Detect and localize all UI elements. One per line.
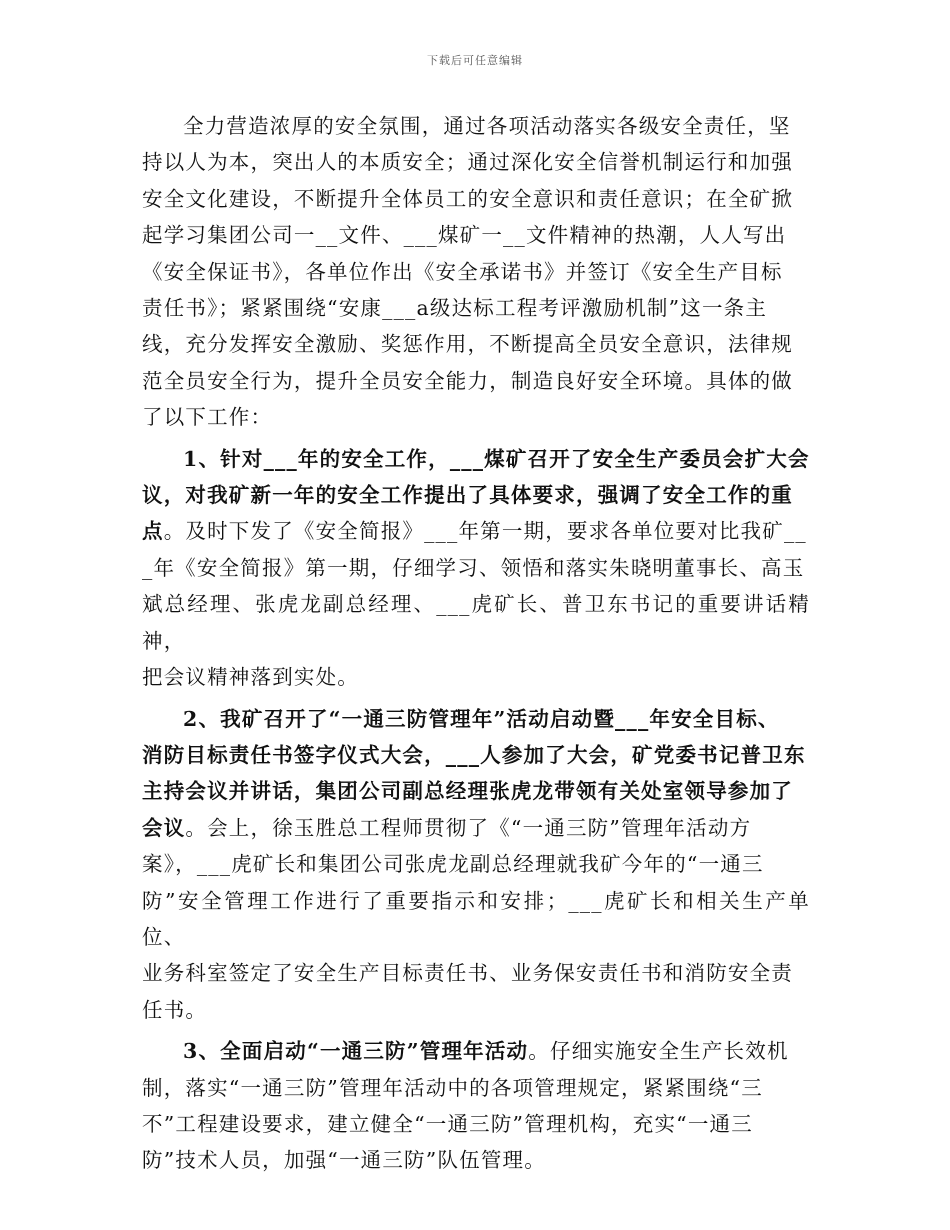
document-body [142,108,810,1179]
text-line: 《安全保证书》，各单位作出《安全承诺书》并签订《安全生产目标 [142,259,783,284]
bold-run: 点 [142,519,164,544]
text-line: 把会议精神落到实处。 [142,665,359,690]
text-line: 案》，___虎矿长和集团公司张虎龙副总经理就我矿今年的“一通三 [142,852,764,877]
text-line: 起学习集团公司一__文件、___煤矿一__文件精神的热潮，人人写出 [142,223,787,248]
text-line: 了以下工作： [142,405,273,430]
text-line-bold: 消防目标责任书签字仪式大会，___人参加了大会，矿党委书记普卫东 [142,742,806,767]
text-line: 责任书》；紧紧围绕“安康___a级达标工程考评激励机制”这一条主 [142,296,768,321]
text-line: 不”工程建设要求，建立健全“一通三防”管理机构，充实“一通三 [142,1111,753,1136]
text-line: 安全文化建设，不断提升全体员工的安全意识和责任意识；在全矿掀 [142,186,793,211]
text-line: 业务科室签定了安全生产目标责任书、业务保安责任书和消防安全责 [142,961,793,986]
normal-run: 。仔细实施安全生产长效机 [528,1039,789,1064]
paragraph-3 [142,701,810,1029]
text-line-bold: 主持会议并讲话，集团公司副总经理张虎龙带领有关处室领导参加了 [142,779,793,804]
text-line-bold: 议，对我矿新一年的安全工作提出了具体要求，强调了安全工作的重 [142,483,793,508]
page-header: 下载后可任意编辑 [427,54,523,67]
text-line: 防”安全管理工作进行了重要指示和安排；___虎矿长和相关生产单位、 [142,888,810,949]
normal-run: 。及时下发了《安全简报》___年第一期，要求各单位要对比我矿__ [163,519,807,544]
text-line: 线，充分发挥安全激励、奖惩作用，不断提高全员安全意识，法律规 [142,332,793,357]
text-line: 持以人为本，突出人的本质安全；通过深化安全信誉机制运行和加强 [142,150,793,175]
paragraph-4 [142,1033,810,1179]
text-line: 任书。 [142,997,208,1022]
text-line-mixed [142,513,810,549]
text-line: 防”技术人员，加强“一通三防”队伍管理。 [142,1148,546,1173]
text-line: 范全员安全行为，提升全员安全能力，制造良好安全环境。具体的做 [142,368,793,393]
text-line-mixed [142,1033,810,1069]
normal-run: 。会上，徐玉胜总工程师贯彻了《“一通三防”管理年活动方 [185,815,752,840]
text-line-mixed [142,810,810,846]
text-line: 斌总经理、张虎龙副总经理、___虎矿长、普卫东书记的重要讲话精神， [142,592,810,653]
paragraph-2 [142,441,810,696]
text-line: 制，落实“一通三防”管理年活动中的各项管理规定，紧紧围绕“三 [142,1075,763,1100]
text-line-bold: 2、我矿召开了“一通三防管理年”活动启动暨___年安全目标、 [183,706,780,731]
text-line: 全力营造浓厚的安全氛围，通过各项活动落实各级安全责任，坚 [183,114,791,138]
bold-run: 会议 [142,815,186,840]
text-line-bold: 1、针对___年的安全工作，___煤矿召开了安全生产委员会扩大会 [183,446,810,471]
text-line: _年《安全简报》第一期，仔细学习、领悟和落实朱晓明董事长、高玉 [142,555,805,580]
paragraph-1 [142,108,810,436]
bold-run: 3、全面启动“一通三防”管理年活动 [183,1039,529,1064]
